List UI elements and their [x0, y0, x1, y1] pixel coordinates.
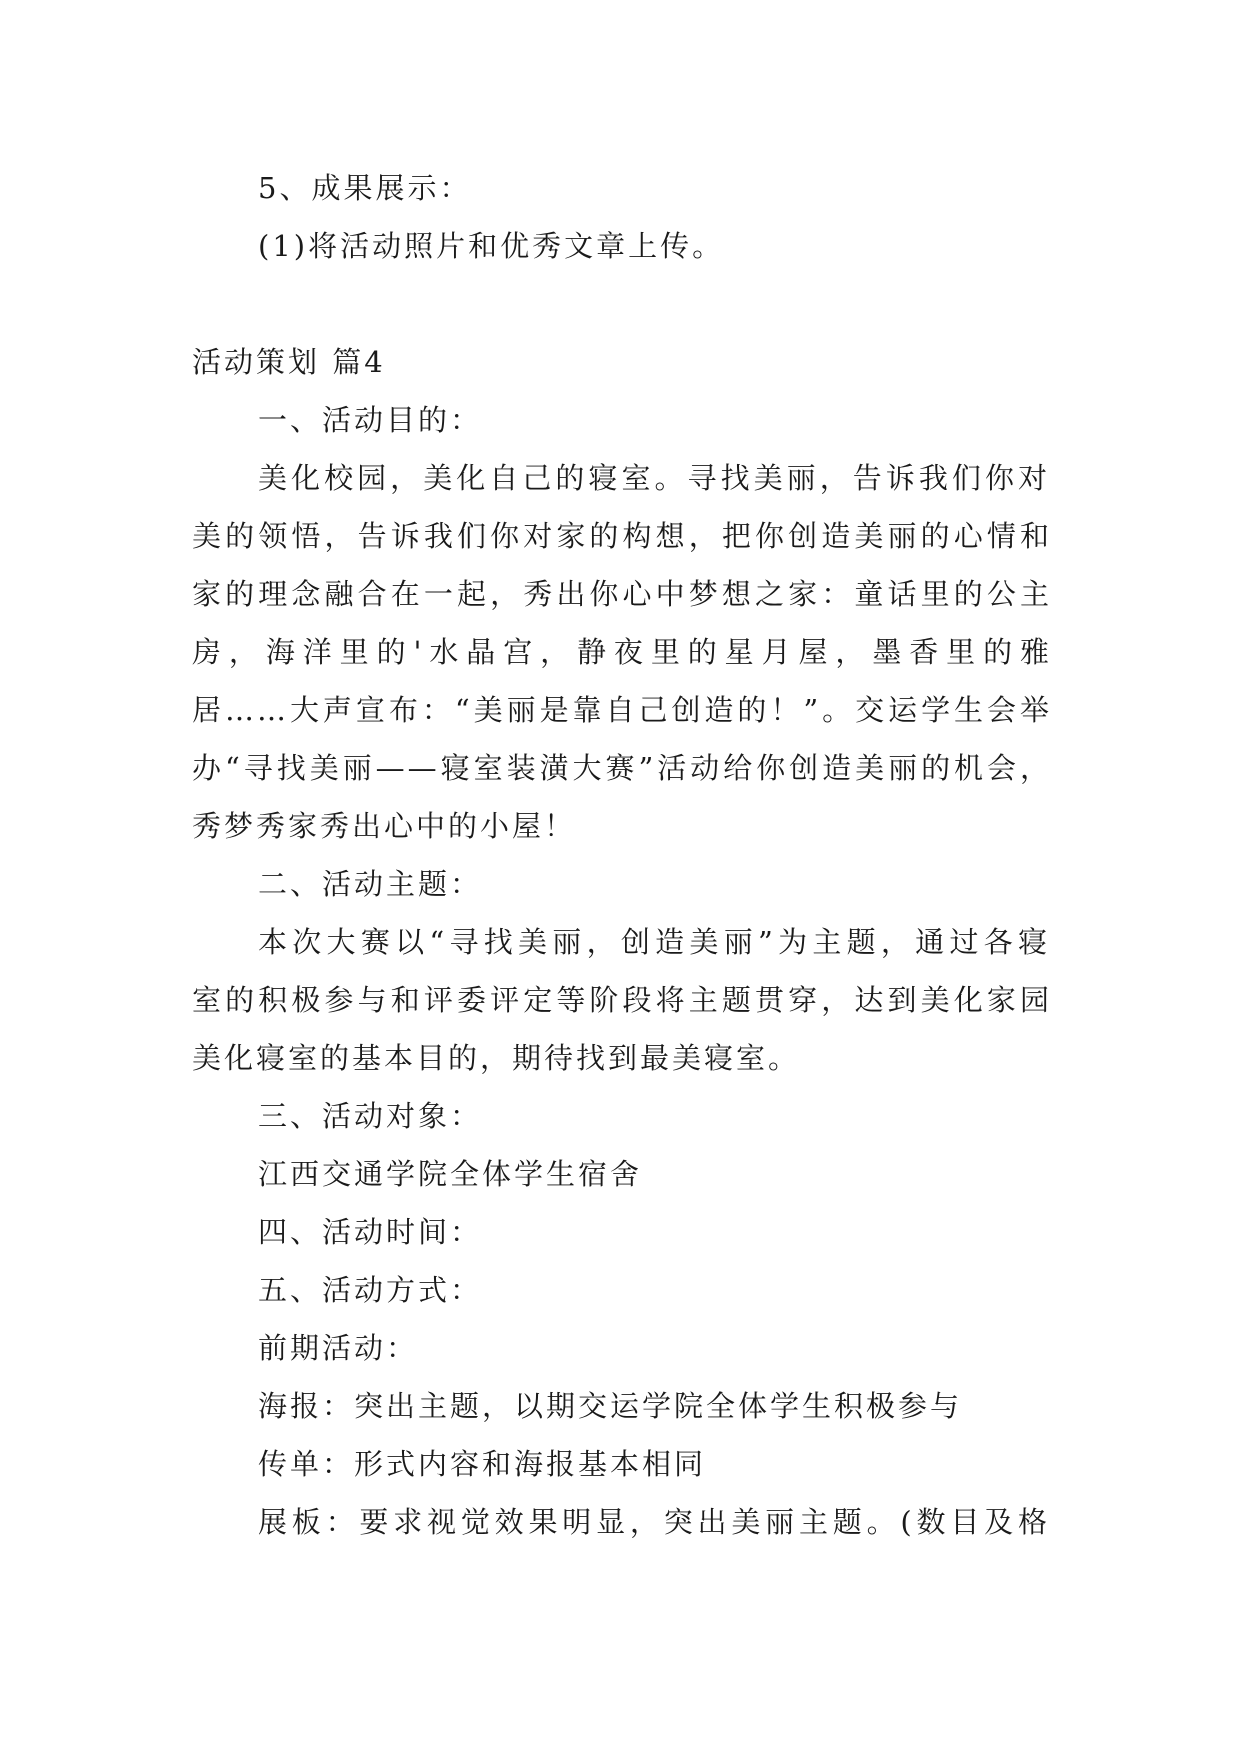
paragraph-line: 美化寝室的基本目的，期待找到最美寝室。 — [192, 1041, 801, 1075]
display-board-item: 展板：要求视觉效果明显，突出美丽主题。(数目及格 — [258, 1505, 1050, 1539]
heading-method: 五、活动方式： — [258, 1273, 483, 1307]
paragraph-line: 居……大声宣布：“美丽是靠自己创造的！”。交运学生会举 — [192, 693, 1052, 727]
paragraph-line: 美的领悟，告诉我们你对家的构想，把你创造美丽的心情和 — [192, 519, 1052, 553]
paragraph-line: 房，海洋里的'水晶宫，静夜里的星月屋，墨香里的雅 — [192, 635, 1052, 669]
paragraph-line: 办“寻找美丽——寝室装潢大赛”活动给你创造美丽的机会， — [192, 751, 1052, 785]
heading-purpose: 一、活动目的： — [258, 403, 483, 437]
paragraph-line: 室的积极参与和评委评定等阶段将主题贯穿，达到美化家园 — [192, 983, 1052, 1017]
poster-item: 海报：突出主题，以期交运学院全体学生积极参与 — [258, 1389, 963, 1423]
paragraph-line: 秀梦秀家秀出心中的小屋！ — [192, 809, 577, 843]
heading-target: 三、活动对象： — [258, 1099, 483, 1133]
paragraph-line: 家的理念融合在一起，秀出你心中梦想之家：童话里的公主 — [192, 577, 1052, 611]
paragraph-line: 本次大赛以“寻找美丽，创造美丽”为主题，通过各寝 — [258, 925, 1050, 959]
pre-activity-label: 前期活动： — [258, 1331, 419, 1365]
flyer-item: 传单：形式内容和海报基本相同 — [258, 1447, 707, 1481]
section-5-heading: 5、成果展示： — [258, 171, 472, 205]
section-5-item-1: (1)将活动照片和优秀文章上传。 — [258, 229, 725, 263]
heading-time: 四、活动时间： — [258, 1215, 483, 1249]
paragraph-line: 美化校园，美化自己的寝室。寻找美丽，告诉我们你对 — [258, 461, 1050, 495]
target-text: 江西交通学院全体学生宿舍 — [258, 1157, 643, 1191]
article-title: 活动策划 篇4 — [192, 345, 386, 379]
heading-theme: 二、活动主题： — [258, 867, 483, 901]
